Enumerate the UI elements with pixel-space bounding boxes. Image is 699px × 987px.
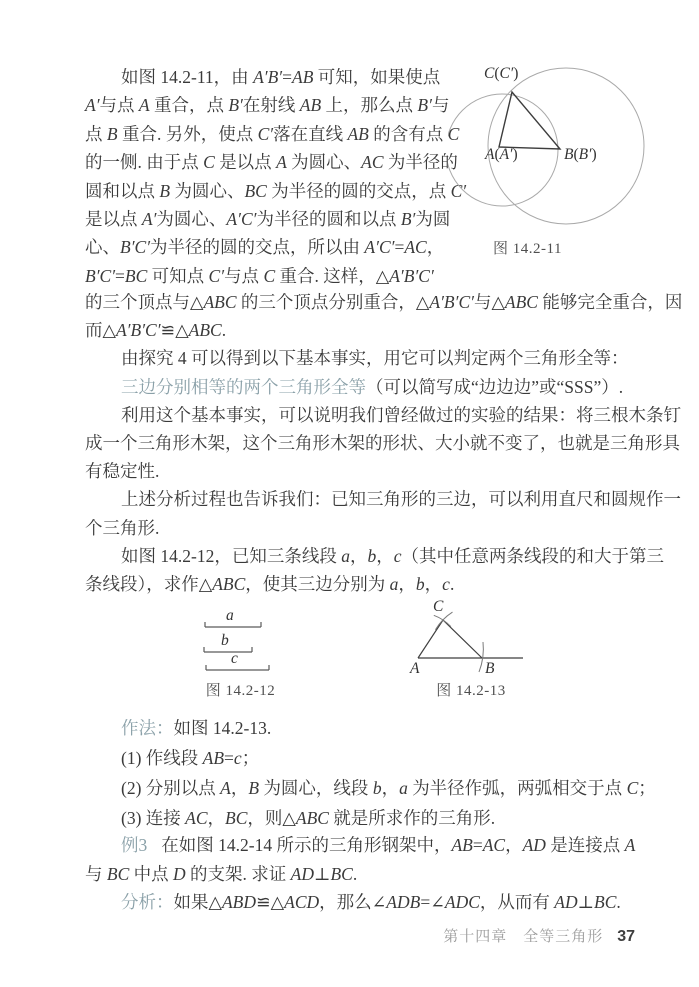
segment-label-b: b bbox=[221, 632, 229, 649]
text-line: 利用这个基本事实，可以说明我们曾经做过的实验的结果：将三根木条钉 bbox=[121, 404, 681, 425]
point-label-a: A(A′) bbox=[485, 146, 518, 163]
text-line: 上述分析过程也告诉我们：已知三角形的三边，可以利用直尺和圆规作一 bbox=[121, 489, 681, 510]
steps-label: 作法： bbox=[121, 718, 174, 738]
figure-14-2-12-drawing bbox=[195, 612, 290, 680]
side-cb bbox=[443, 620, 482, 658]
figure-14-2-12 bbox=[195, 607, 290, 680]
page-footer bbox=[0, 925, 635, 946]
analysis-line bbox=[85, 888, 645, 917]
example-text: 在如图 14.2-14 所示的三角形钢架中，AB=AC，AD 是连接点 A bbox=[161, 835, 636, 855]
point-label-b: B bbox=[485, 660, 495, 677]
text-line: 的三个顶点与△ABC 的三个顶点分别重合，△A′B′C′与△ABC 能够完全重合，因 bbox=[85, 292, 683, 312]
text-line: 圆和以点 B 为圆心、BC 为半径的圆的交点，点 C′ bbox=[85, 180, 467, 201]
steps-heading-line bbox=[85, 713, 645, 743]
text-line: 点 B 重合. 另外，使点 C′落在直线 AB 的含有点 C bbox=[85, 123, 460, 144]
point-label-b: B(B′) bbox=[564, 146, 597, 163]
paragraph-intro bbox=[85, 63, 467, 290]
chapter-title: 第十四章 全等三角形 bbox=[443, 929, 604, 945]
text-line: 心、B′C′为半径的圆的交点，所以由 A′C′=AC， bbox=[85, 237, 445, 258]
step-2: (2) 分别以点 A，B 为圆心，线段 b，a 为半径作弧，两弧相交于点 C； bbox=[121, 778, 656, 798]
text-line: 如图 14.2-11，由 A′B′=AB 可知，如果使点 bbox=[121, 67, 441, 87]
text-line: A′与点 A 重合，点 B′在射线 AB 上，那么点 B′与 bbox=[85, 95, 450, 116]
point-label-c: C bbox=[433, 598, 444, 615]
text-line: 个三角形. bbox=[85, 517, 160, 538]
segment-label-a: a bbox=[226, 607, 234, 624]
figure-14-2-12-caption: 图 14.2-12 bbox=[205, 683, 276, 699]
text-line: 的一侧. 由于点 C 是以点 A 为圆心、AC 为半径的 bbox=[85, 152, 458, 173]
text-line: B′C′=BC 可知点 C′与点 C 重合. 这样，△A′B′C′ bbox=[85, 265, 434, 286]
fact-note: （可以简写成“边边边”或“SSS”）. bbox=[366, 376, 624, 397]
text-line: 条线段），求作△ABC，使其三边分别为 a，b，c. bbox=[85, 573, 455, 594]
segment-label-c: c bbox=[231, 650, 238, 667]
text-line: 是以点 A′为圆心、A′C′为半径的圆和以点 B′为圆 bbox=[85, 208, 451, 229]
example-label: 例3 bbox=[121, 835, 148, 855]
figure-14-2-13 bbox=[388, 596, 538, 686]
triangle-abc bbox=[499, 92, 560, 149]
text-line: 成一个三角形木架，这个三角形木架的形状、大小就不变了，也就是三角形具 bbox=[85, 432, 680, 453]
page-number: 37 bbox=[617, 928, 635, 945]
step-3: (3) 连接 AC，BC，则△ABC 就是所求作的三角形. bbox=[121, 808, 496, 828]
text-line: 由探究 4 可以得到以下基本事实，用它可以判定两个三角形全等： bbox=[121, 348, 629, 369]
side-ac bbox=[418, 620, 443, 658]
steps-intro: 如图 14.2-13. bbox=[173, 718, 272, 738]
fact-statement: 三边分别相等的两个三角形全等 bbox=[121, 376, 366, 397]
figure-14-2-11 bbox=[448, 62, 699, 238]
construction-steps bbox=[85, 713, 656, 833]
example-line-1 bbox=[85, 831, 645, 860]
text-line: 而△A′B′C′≌△ABC. bbox=[85, 320, 227, 341]
point-label-c: C(C′) bbox=[484, 65, 519, 82]
point-label-a: A bbox=[410, 660, 420, 677]
analysis-text: 如果△ABD≌△ACD，那么∠ADB=∠ADC，从而有 AD⊥BC. bbox=[173, 892, 621, 912]
text-line: 有稳定性. bbox=[85, 461, 160, 482]
analysis-label: 分析： bbox=[121, 892, 174, 912]
text-line: 如图 14.2-12，已知三条线段 a，b，c（其中任意两条线段的和大于第三 bbox=[121, 545, 664, 566]
example-3 bbox=[85, 831, 645, 917]
figure-14-2-11-caption: 图 14.2-11 bbox=[493, 241, 562, 257]
fact-line bbox=[85, 373, 645, 401]
step-1: (1) 作线段 AB=c； bbox=[121, 748, 260, 768]
example-line-2: 与 BC 中点 D 的支架. 求证 AD⊥BC. bbox=[85, 863, 358, 884]
main-text bbox=[85, 288, 683, 598]
figure-14-2-13-caption: 图 14.2-13 bbox=[436, 683, 506, 699]
